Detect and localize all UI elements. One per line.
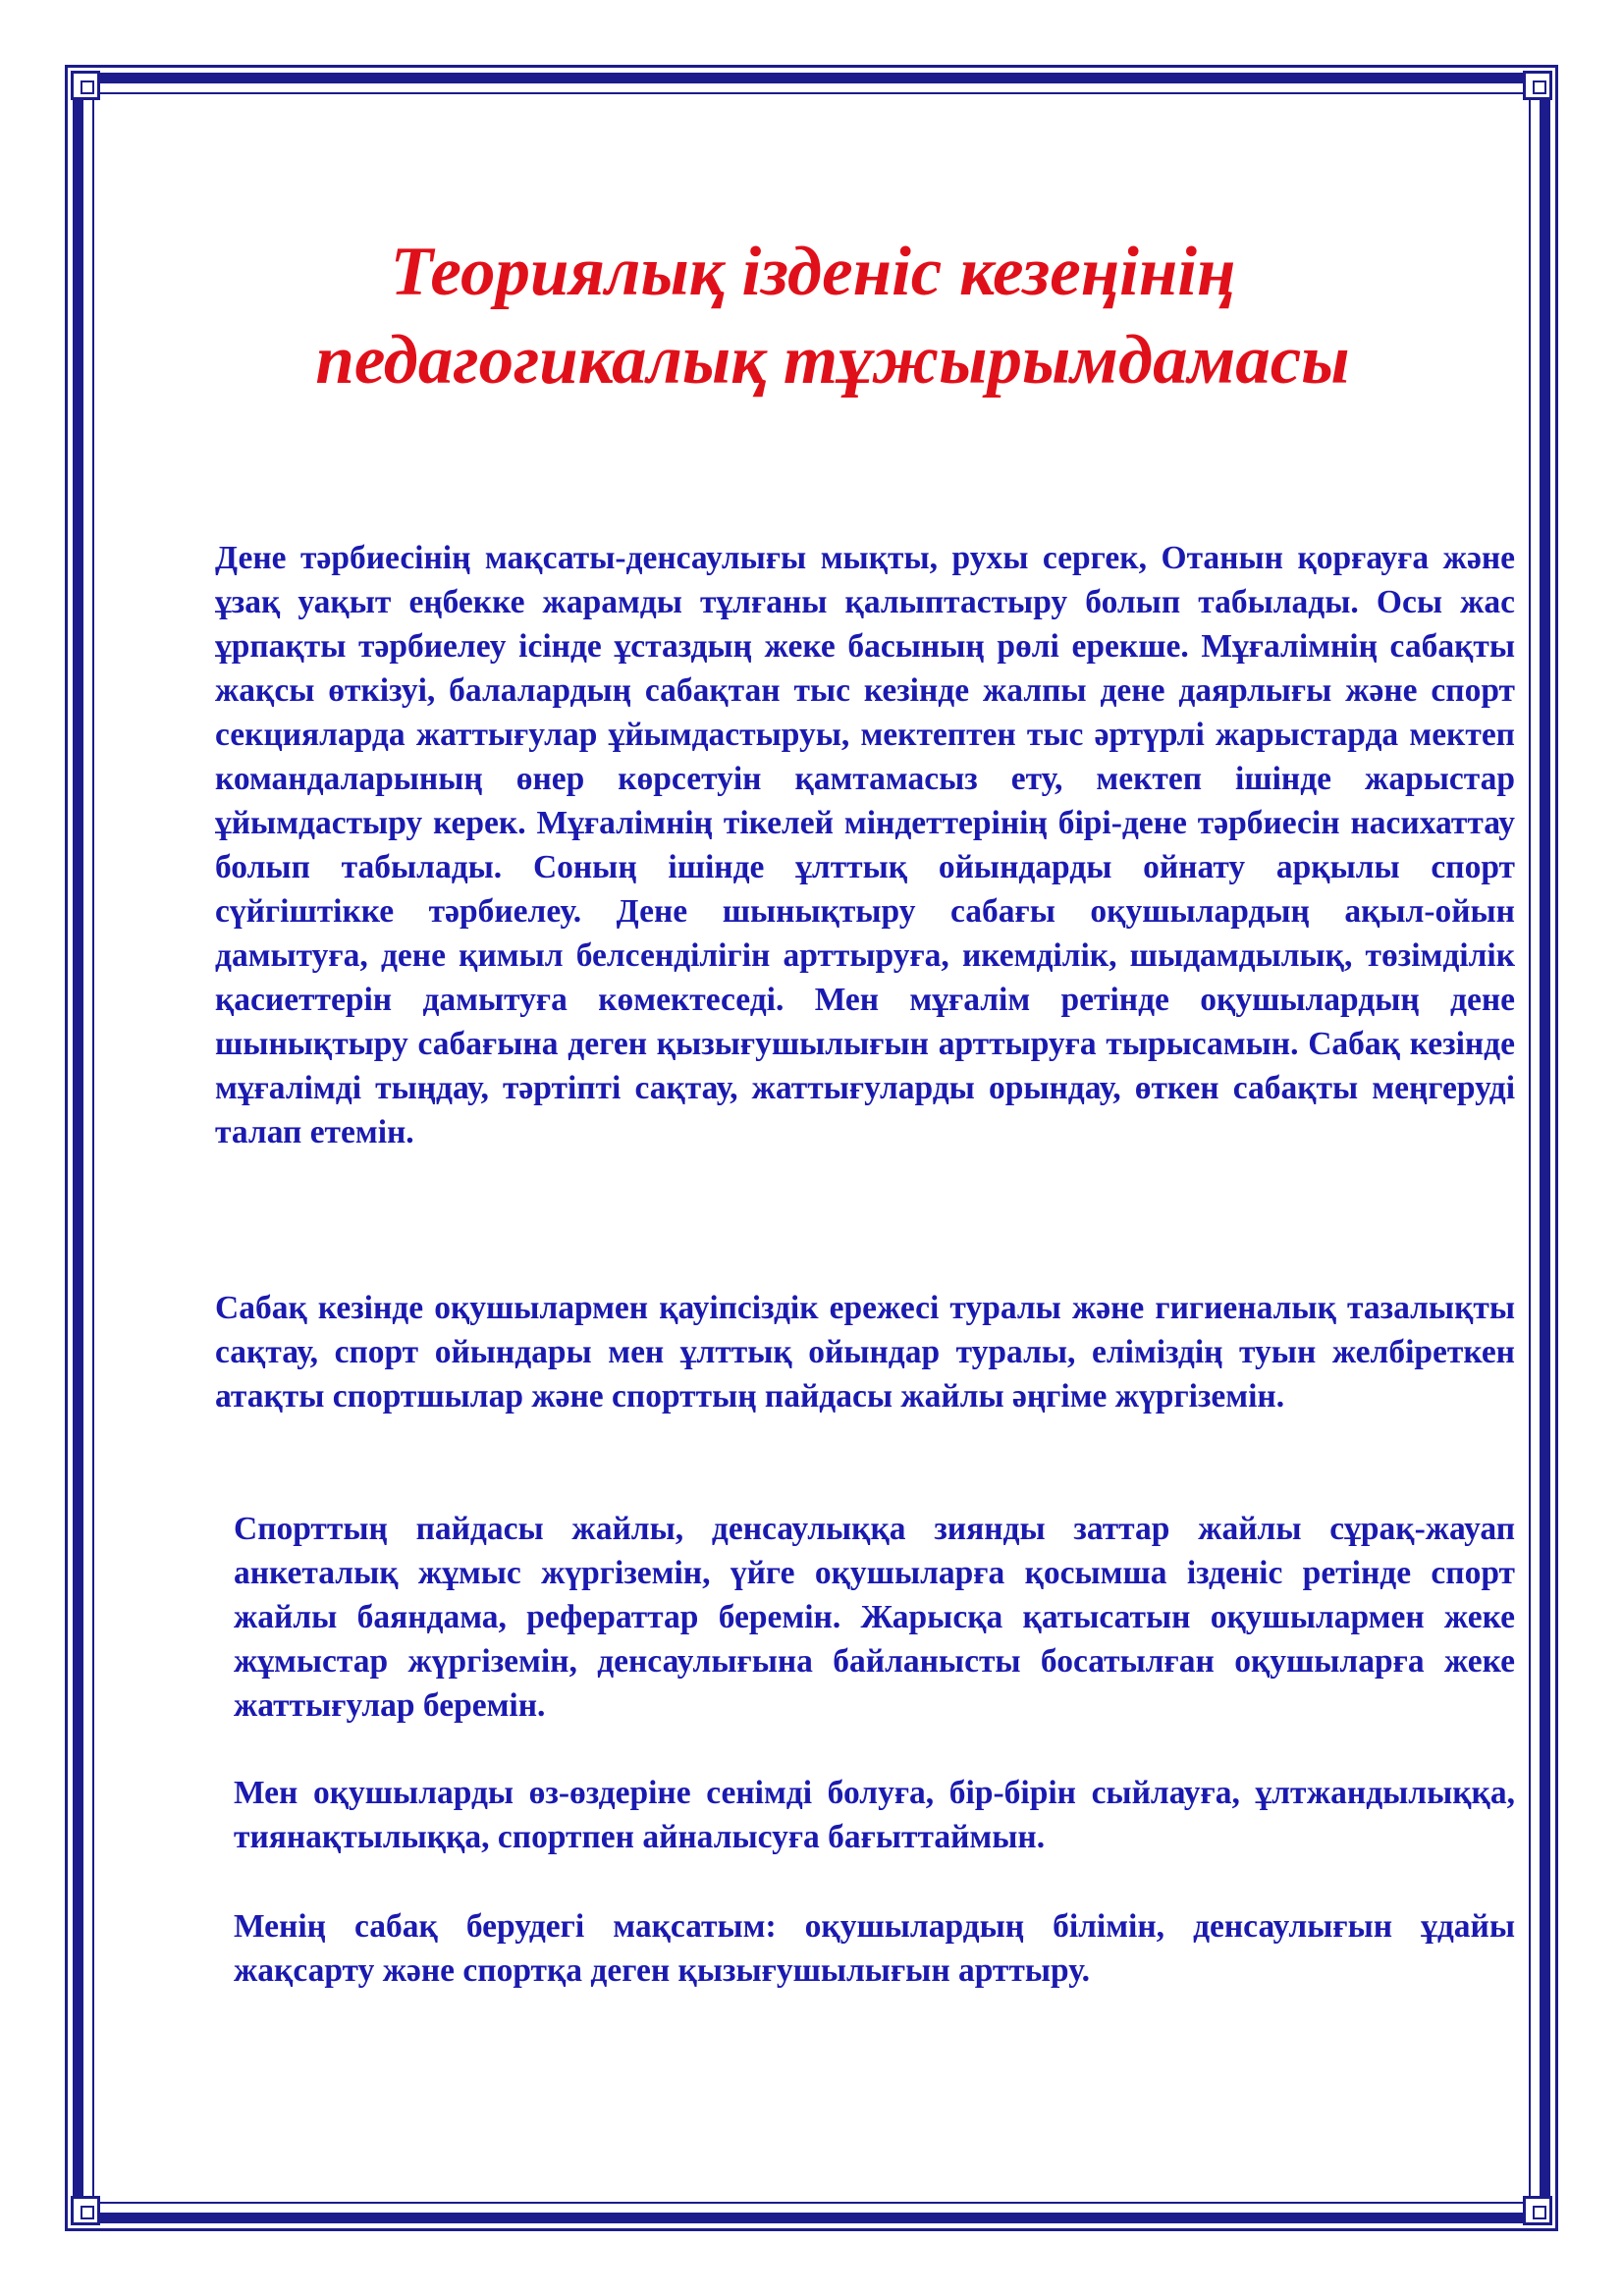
corner-ornament-top-right: [1523, 71, 1552, 100]
paragraph-2: Сабақ кезінде оқушылармен қауіпсіздік ережесі туралы және гигиеналық тазалықты сақтау, спорт ойындары мен ұлттық ойындар туралы, еліміздің туын желбіреткен атақты спортшылар және спорттың пайдасы жайлы әңгіме жүргіземін.: [215, 1290, 1515, 1415]
paragraph-3: Спорттың пайдасы жайлы, денсаулыққа зиянды заттар жайлы сұрақ-жауап анкеталық жұмыс жүргіземін, үйге оқушыларға қосымша ізденіс ретінде спорт жайлы баяндама, рефераттар беремін. Жарысқа қатысатын оқушылармен жеке жұмыстар жүргіземін, денсаулығына байланысты босатылған оқушыларға жеке жаттығулар беремін.: [234, 1511, 1515, 1724]
title-line-2: педагогикалық тұжырымдамасы: [315, 322, 1350, 399]
corner-ornament-bottom-right: [1523, 2196, 1552, 2225]
corner-ornament-top-left: [71, 71, 100, 100]
title-line-1: Теориялық ізденіс кезеңінің: [390, 234, 1236, 310]
corner-ornament-bottom-left: [71, 2196, 100, 2225]
paragraph-5: Менің сабақ берудегі мақсатым: оқушылардың білімін, денсаулығын ұдайы жақсарту және спортқа деген қызығушылығын арттыру.: [234, 1908, 1515, 1989]
paragraph-1: Дене тәрбиесінің мақсаты-денсаулығы мықты, рухы сергек, Отанын қорғауға және ұзақ уақыт еңбекке жарамды тұлғаны қалыптастыру болып табылады. Осы жас ұрпақты тәрбиелеу ісінде ұстаздың жеке басының рөлі ерекше. Мұғалімнің сабақты жақсы өткізуі, балалардың сабақтан тыс кезінде жалпы дене даярлығы және спорт секцияларда жаттығулар ұйымдастыруы, мектептен тыс әртүрлі жарыстарда мектеп командаларының өнер көрсетуін қамтамасыз ету, мектеп ішінде жарыстар ұйымдастыру керек. Мұғалімнің тікелей міндеттерінің бірі-дене тәрбиесін насихаттау болып табылады. Соның ішінде ұлттық ойындарды ойнату арқылы спорт сүйгіштікке тәрбиелеу. Дене шынықтыру сабағы оқушылардың ақыл-ойын дамытуға, дене қимыл белсенділігін арттыруға, икемділік, шыдамдылық, төзімділік қасиеттерін дамытуға көмектеседі. Мен мұғалім ретінде оқушылардың дене шынықтыру сабағына деген қызығушылығын арттыруға тырысамын. Сабақ кезінде мұғалімді тыңдау, тәртіпті сақтау, жаттығуларды орындау, өткен сабақты меңгеруді талап етемін.: [215, 540, 1515, 1150]
paragraph-4: Мен оқушыларды өз-өздеріне сенімді болуға, бір-бірін сыйлауға, ұлтжандылыққа, тиянақтылыққа, спортпен айналысуға бағыттаймын.: [234, 1775, 1515, 1855]
page-title: [196, 228, 1430, 404]
